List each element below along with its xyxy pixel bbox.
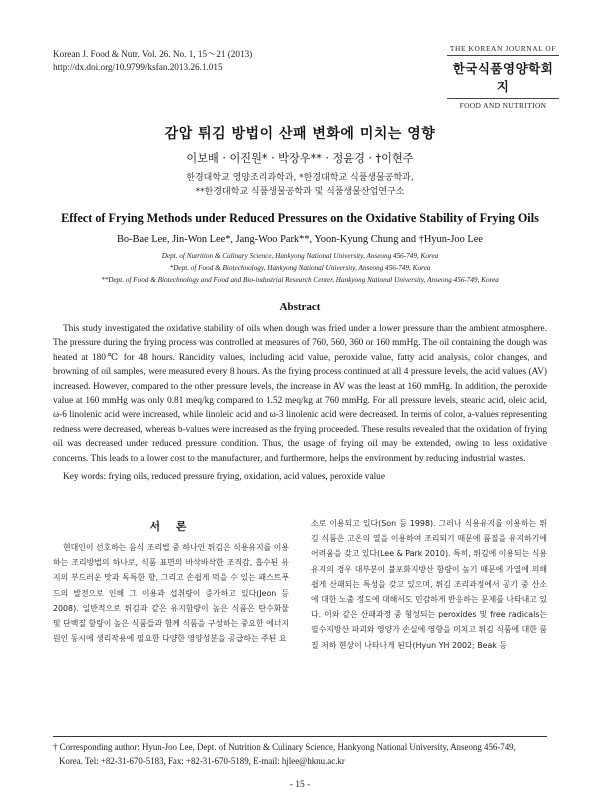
citation: Korean J. Food & Nutr. Vol. 26. No. 1, 15～21 (2013) <box>53 49 253 59</box>
affiliation-en-3: **Dept. of Food & Biotechnology and Food and Bio-industrial Research Center, Hankyong National University, Anseong 456-749, Korea <box>101 276 499 284</box>
title-korean: 감압 튀김 방법이 산패 변화에 미치는 영향 <box>164 126 436 142</box>
affiliation-ko-1: 한경대학교 영양조리과학과, *한경대학교 식품생물공학과, <box>186 173 414 183</box>
affiliation-en-1: Dept. of Nutrition & Culinary Science, Hankyong National University, Anseong 456-749, Korea <box>161 252 439 260</box>
abstract-body: This study investigated the oxidative stability of oils when dough was fried under a lower pressure than the ambient atmosphere. The pressure during the frying process was controlled at measures of 760, 560, 360 or 160 mmHg. The oil containing the dough was heated at 180℃ for 48 hours. Rancidity values, including acid value, peroxide value, fatty acid analysis, color changes, and browning of oil samples, were measured every 8 hours. As the frying process continued at all 4 pressure levels, the acid values (AV) increased. However, compared to the other pressure levels, the increase in AV was the least at 160 mmHg. In addition, the peroxide value at 160 mmHg was only 0.81 meq/kg compared to 1.52 meq/kg at 760 mmHg. For all pressure levels, stearic acid, oleic acid, ω-6 linolenic acid were increased, while linoleic acid and ω-3 linolenic acid were decreased. In terms of color, a-values representing redness were decreased, whereas b-values were increased as the frying proceeded. These results revealed that the oxidation of frying oil was decreased under reduced pressure condition. Thus, the usage of frying oil may be extended, owing to less oxidative concerns. This leads to a lower cost to the manufacturer, and furthermore, helps the environment by reducing industrial wastes. <box>53 324 547 464</box>
journal-name-en: THE KOREAN JOURNAL OF <box>447 44 559 56</box>
keywords: Key words: frying oils, reduced pressure frying, oxidation, acid values, peroxide value <box>63 472 385 482</box>
page-number: - 15 - <box>289 780 311 790</box>
section-heading-introduction: 서 론 <box>149 520 193 533</box>
footnote-divider <box>53 736 547 737</box>
intro-column-left: 현대인이 선호하는 음식 조리법 중 하나인 튀김은 식용유지를 이용하는 조리방법의 하나로, 식품 표면의 바삭바삭한 조직감, 흡수된 유지의 부드러운 맛과 독특한 향, 그리고 손쉽게 먹을 수 있는 패스트푸드의 발전으로 인해 그 이용과 섭취량이 증가하고 있다(Jeon 등 2008). 일반적으로 튀김과 같은 유지함량이 높은 식품은 탄수화물 및 단백질 함량이 높은 식품들과 함께 식품을 구성하는 중요한 에너지원인 동시에 생리작용에 필요한 다양한 영양성분을 공급하는 주된 요 <box>53 543 290 644</box>
journal-name-ko: 한국식품영양학회지 <box>452 61 554 94</box>
footnote-line-2: Korea. Tel: +82-31-670-5183, Fax: +82-31-670-5189, E-mail: hjlee@hknu.ac.kr <box>59 755 345 766</box>
intro-column-right: 소로 이용되고 있다(Son 등 1998). 그러나 식용유지를 이용하는 튀김 식품은 고온의 열을 이용하여 조리되기 때문에 품질을 유지하기에 어려움을 갖고 있다(Lee & Park 2010). 특히, 튀김에 이용되는 식용유지의 경우 대부분이 불포화지방산 함량이 높기 때문에 가열에 의해 쉽게 산패되는 특성을 갖고 있으며, 튀김 조리과정에서 공기 중 산소에 대한 노출 정도에 대해서도 민감하게 반응하는 문제를 나타내고 있다. 이와 같은 산패과정 중 형성되는 peroxides 및 free radicals는 필수지방산 파괴와 영양가 손실에 영향을 미치고 튀김 식품에 대한 품질 저하 현상이 나타나게 된다(Hyun YH 2002; Beak 등 <box>311 519 548 650</box>
journal-logo <box>447 44 559 110</box>
citation-block <box>53 48 252 74</box>
journal-subtitle: FOOD AND NUTRITION <box>447 98 559 110</box>
doi-link[interactable]: http://dx.doi.org/10.9799/ksfan.2013.26.1.015 <box>53 62 223 72</box>
footnote-line-1: † Corresponding author: Hyun-Joo Lee, Dept. of Nutrition & Culinary Science, Hankyong National University, Anseong 456-749, <box>53 742 516 752</box>
affiliation-ko-2: **한경대학교 식품생물공학과 및 식품생물산업연구소 <box>195 187 405 197</box>
abstract-heading: Abstract <box>279 301 321 313</box>
title-english: Effect of Frying Methods under Reduced Pressures on the Oxidative Stability of Frying Oils <box>61 211 539 225</box>
corresponding-author-footnote <box>53 741 547 768</box>
authors-korean: 이보배 · 이진원* · 박장우** · 정윤경 · †이현주 <box>186 152 414 165</box>
authors-english: Bo-Bae Lee, Jin-Won Lee*, Jang-Woo Park**, Yoon-Kyung Chung and †Hyun-Joo Lee <box>117 234 483 245</box>
affiliation-en-2: *Dept. of Food & Biotechnology, Hankyong National University, Anseong 456-749, Korea <box>169 264 431 272</box>
